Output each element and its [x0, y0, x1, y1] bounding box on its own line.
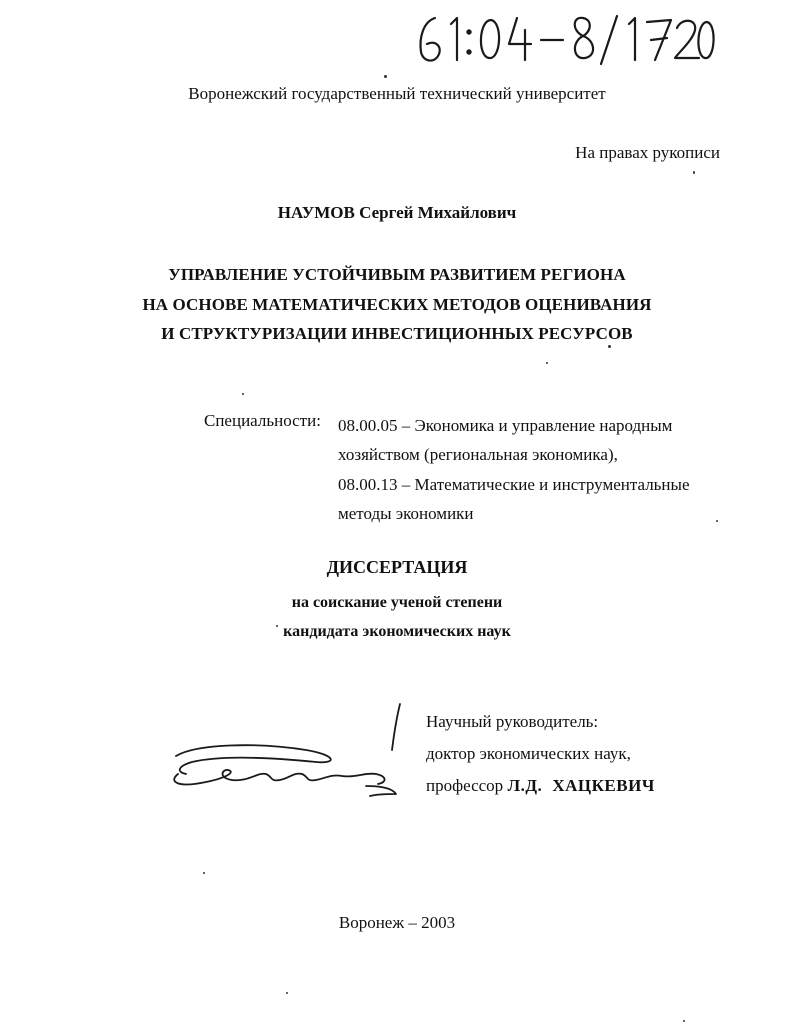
author-name: НАУМОВ Сергей Михайлович	[277, 203, 517, 222]
specialty-line: 08.00.13 – Математические и инструментальные	[338, 474, 690, 494]
advisor-role: Научный руководитель:	[426, 712, 599, 731]
city-year: Воронеж – 2003	[338, 913, 456, 932]
advisor-name	[507, 776, 654, 795]
handwritten-archive-code	[405, 8, 715, 70]
scan-speck	[608, 345, 611, 348]
scan-speck	[203, 872, 205, 874]
scan-speck	[693, 171, 695, 174]
advisor-block	[426, 706, 655, 802]
specialty-line: хозяйством (региональная экономика),	[338, 445, 618, 465]
degree-statement	[0, 588, 794, 646]
scan-speck	[716, 520, 718, 522]
advisor-title: профессор	[426, 776, 504, 795]
title-line: УПРАВЛЕНИЕ УСТОЙЧИВЫМ РАЗВИТИЕМ РЕГИОНА	[168, 265, 626, 284]
specialty-line: методы экономики	[338, 503, 474, 523]
rights-note: На правах рукописи	[575, 143, 720, 162]
specialty-line: 08.00.05 – Экономика и управление народным	[338, 416, 673, 435]
dissertation-title	[0, 260, 794, 349]
scan-speck	[286, 992, 288, 994]
scan-speck	[546, 362, 548, 364]
signature-mark	[166, 698, 416, 804]
advisor-degree: доктор экономических наук,	[426, 744, 631, 763]
title-line: И СТРУКТУРИЗАЦИИ ИНВЕСТИЦИОННЫХ РЕСУРСОВ	[161, 324, 633, 343]
scan-speck	[384, 75, 387, 78]
scan-speck	[683, 1020, 685, 1022]
title-line: НА ОСНОВЕ МАТЕМАТИЧЕСКИХ МЕТОДОВ ОЦЕНИВАНИЯ	[142, 294, 652, 314]
university-name: Воронежский государственный технический университет	[188, 84, 606, 103]
advisor-initials: Л.Д.	[507, 776, 543, 795]
scan-speck	[276, 625, 278, 627]
degree-line: кандидата экономических наук	[283, 623, 511, 640]
scan-speck	[242, 393, 244, 395]
advisor-line	[426, 770, 655, 802]
specialties-list	[338, 411, 690, 528]
specialties-label: Специальности:	[204, 411, 321, 430]
dissertation-heading: ДИССЕРТАЦИЯ	[326, 557, 468, 577]
degree-line: на соискание ученой степени	[291, 594, 503, 611]
advisor-surname: ХАЦКЕВИЧ	[552, 776, 655, 795]
